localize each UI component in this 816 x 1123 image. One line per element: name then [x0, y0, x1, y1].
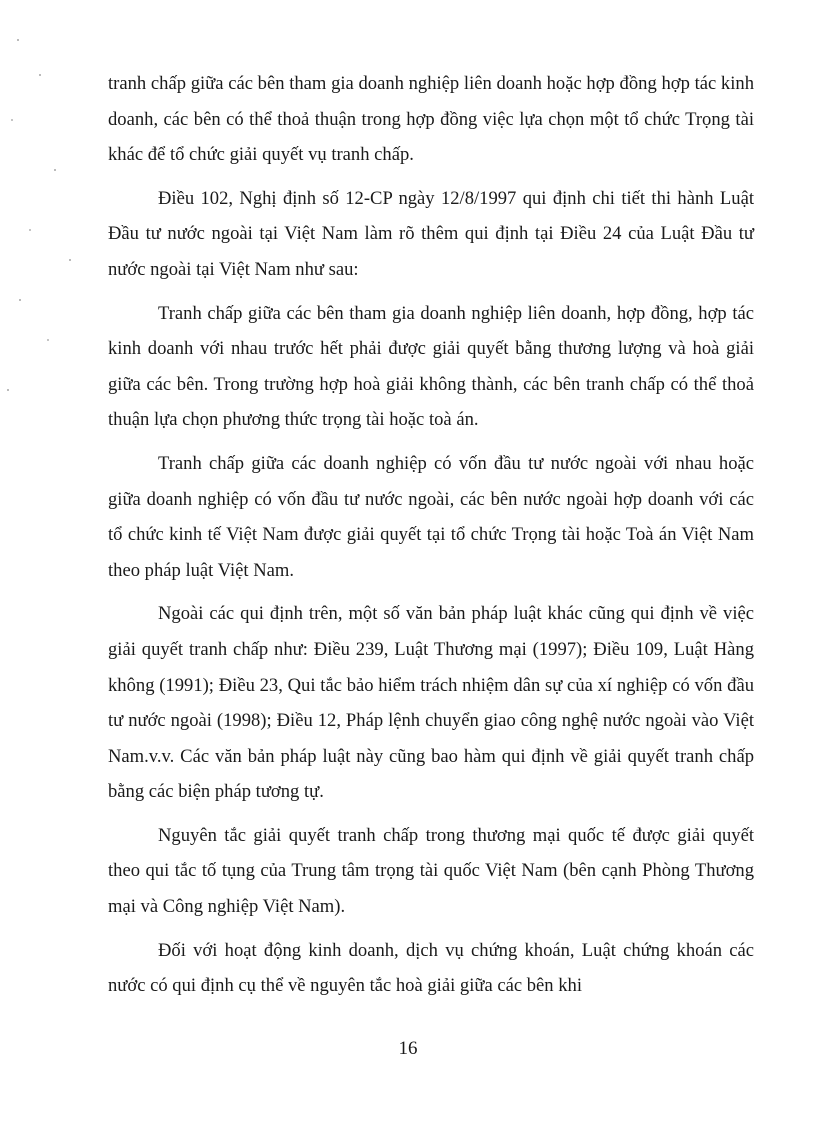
paragraph-other-regulations: Ngoài các qui định trên, một số văn bản pháp luật khác cũng qui định về việc giải quyết tranh chấp như: Điều 239, Luật Thương mại (1997); Điều 109, Luật Hàng không (1991); Điều 23, Qui tắc bảo hiểm trách nhiệm dân sự của xí nghiệp có vốn đầu tư nước ngoài (1998); Điều 12, Pháp lệnh chuyển giao công nghệ nước ngoài vào Việt Nam.v.v. Các văn bản pháp luật này cũng bao hàm qui định về giải quyết tranh chấp bằng các biện pháp tương tự. [108, 603, 754, 803]
paragraph-quote-2: Tranh chấp giữa các doanh nghiệp có vốn đầu tư nước ngoài với nhau hoặc giữa doanh nghiệp có vốn đầu tư nước ngoài, các bên nước ngoài hợp doanh với các tổ chức kinh tế Việt Nam được giải quyết tại tổ chức Trọng tài hoặc Toà án Việt Nam theo pháp luật Việt Nam. [108, 452, 754, 581]
paragraph-principles: Nguyên tắc giải quyết tranh chấp trong thương mại quốc tế được giải quyết theo qui tắc tố tụng của Trung tâm trọng tài quốc Việt Nam (bên cạnh Phòng Thương mại và Công nghiệp Việt Nam). [108, 824, 754, 918]
paragraph-securities: Đối với hoạt động kinh doanh, dịch vụ chứng khoán, Luật chứng khoán các nước có qui định cụ thể về nguyên tắc hoà giải giữa các bên khi [108, 939, 754, 997]
page-number: 16 [398, 1038, 418, 1059]
body-text [108, 66, 754, 1012]
paragraph-article-102: Điều 102, Nghị định số 12-CP ngày 12/8/1997 qui định chi tiết thi hành Luật Đầu tư nước ngoài tại Việt Nam làm rõ thêm qui định tại Điều 24 của Luật Đầu tư nước ngoài tại Việt Nam như sau: [108, 187, 754, 280]
paragraph-quote-1: Tranh chấp giữa các bên tham gia doanh nghiệp liên doanh, hợp đồng, hợp tác kinh doanh với nhau trước hết phải được giải quyết bằng thương lượng và hoà giải giữa các bên. Trong trường hợp hoà giải không thành, các bên tranh chấp có thể thoả thuận lựa chọn phương thức trọng tài hoặc toà án. [108, 302, 754, 431]
paragraph-continuation: tranh chấp giữa các bên tham gia doanh nghiệp liên doanh hoặc hợp đồng hợp tác kinh doanh, các bên có thể thoả thuận trong hợp đồng việc lựa chọn một tổ chức Trọng tài khác để tổ chức giải quyết vụ tranh chấp. [108, 73, 754, 166]
scan-artifact [0, 0, 95, 420]
